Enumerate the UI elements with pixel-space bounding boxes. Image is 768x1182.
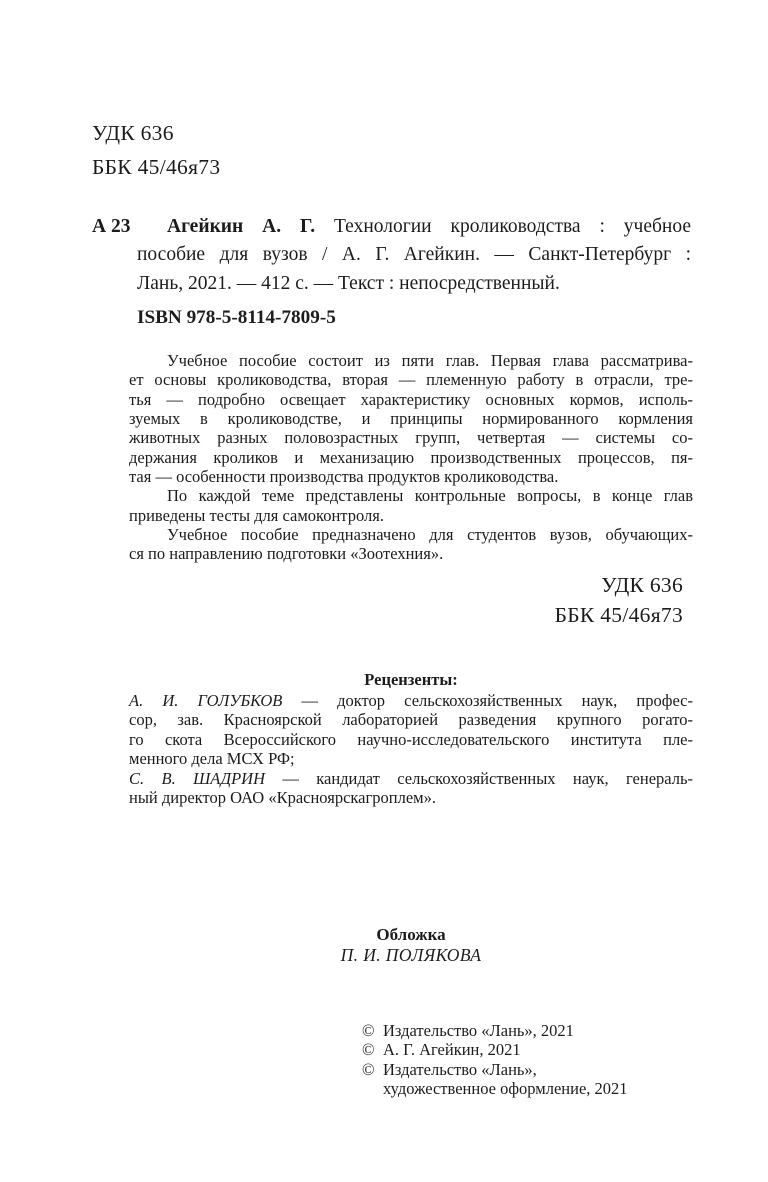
copyright-line: художественное оформление, 2021 <box>383 1078 628 1098</box>
reviewer-1-line: сор, зав. Красноярской лабораторией разведения крупного рогато- <box>129 710 693 730</box>
copyright-symbol: © <box>362 1059 375 1079</box>
reviewer-1-continuation <box>129 710 693 769</box>
annotation-line: Учебное пособие состоит из пяти глав. Первая глава рассматрива- <box>167 351 693 370</box>
copyright-entry-3-text <box>383 1060 628 1099</box>
annotation-paragraph-2 <box>129 486 693 525</box>
catalog-card-index: А 23 <box>92 216 131 237</box>
copyright-entry-2-text <box>383 1040 521 1059</box>
reviewer-1-line: менного дела МСХ РФ; <box>129 749 295 769</box>
catalog-card-continuation <box>137 241 691 298</box>
catalog-card-first-line <box>137 213 691 241</box>
catalog-card-line: Лань, 2021. — 412 с. — Текст : непосредственный. <box>137 272 560 294</box>
copyright-line: Издательство «Лань», <box>383 1059 537 1079</box>
catalog-card-text <box>92 213 691 298</box>
copyright-block <box>362 1021 628 1098</box>
copyright-line: Издательство «Лань», 2021 <box>383 1021 574 1040</box>
annotation-paragraph-3 <box>129 525 693 564</box>
reviewers-heading: Рецензенты: <box>364 670 458 689</box>
copyright-symbol: © <box>362 1040 375 1060</box>
udk-code-bottom: УДК 636 <box>601 573 683 597</box>
author-name: Агейкин А. Г. <box>167 216 316 237</box>
bbk-code: ББК 45/46я73 <box>92 154 221 179</box>
reviewers-section <box>129 670 693 808</box>
annotation-line: тья — подробно освещает характеристику основных кормов, исполь- <box>129 389 693 409</box>
copyright-entry <box>362 1040 628 1059</box>
annotation-line: держания кроликов и механизацию производственных процессов, пя- <box>129 447 693 467</box>
catalog-card <box>92 213 691 298</box>
annotation-line: зуемых в кролиководстве, и принципы нормированного кормления <box>129 409 693 429</box>
cover-credit-heading: Обложка <box>376 925 446 944</box>
annotation <box>129 351 693 564</box>
annotation-line: ет основы кролиководства, вторая — племенную работу в отрасли, тре- <box>129 370 693 390</box>
copyright-line: А. Г. Агейкин, 2021 <box>383 1040 521 1060</box>
catalog-card-line: пособие для вузов / А. Г. Агейкин. — Санкт-Петербург : <box>137 244 691 266</box>
bottom-classification-codes <box>555 571 683 630</box>
cover-credit <box>129 925 693 966</box>
reviewer-1-first-line <box>129 691 693 711</box>
catalog-card-title: Технологии кролиководства : учебное <box>315 216 691 237</box>
bbk-code-bottom: ББК 45/46я73 <box>554 602 683 627</box>
top-classification-codes <box>92 117 220 184</box>
reviewer-2-first-line <box>129 769 693 789</box>
isbn: ISBN 978-5-8114-7809-5 <box>137 307 336 328</box>
annotation-line: тая — особенности производства продуктов кролиководства. <box>129 467 559 487</box>
annotation-paragraph-1 <box>129 351 693 486</box>
annotation-line: По каждой теме представлены контрольные вопросы, в конце глав <box>167 486 693 506</box>
reviewer-2-continuation <box>129 788 693 808</box>
annotation-line: приведены тесты для самоконтроля. <box>129 505 384 525</box>
annotation-line: ся по направлению подготовки «Зоотехния». <box>129 544 444 564</box>
copyright-symbol: © <box>362 1021 375 1040</box>
reviewer-2-description: — кандидат сельскохозяйственных наук, генераль- <box>265 768 693 788</box>
reviewer-2-line: ный директор ОАО «Красноярскагроплем». <box>129 788 436 808</box>
reviewer-1-line: го скота Всероссийского научно-исследовательского института пле- <box>129 729 693 749</box>
cover-designer-name: П. И. ПОЛЯКОВА <box>340 945 482 965</box>
reviewer-1-description: — доктор сельскохозяйственных наук, профес- <box>282 690 693 710</box>
annotation-line: Учебное пособие предназначено для студентов вузов, обучающих- <box>167 525 693 545</box>
reviewer-1-name: А. И. ГОЛУБКОВ <box>129 690 283 710</box>
copyright-entry <box>362 1021 628 1040</box>
copyright-entry <box>362 1060 628 1099</box>
copyright-entry-1-text <box>383 1021 574 1040</box>
annotation-line: животных разных половозрастных групп, четвертая — системы со- <box>129 428 693 448</box>
udk-code: УДК 636 <box>92 121 174 145</box>
reviewer-2-name: С. В. ШАДРИН <box>129 768 265 788</box>
